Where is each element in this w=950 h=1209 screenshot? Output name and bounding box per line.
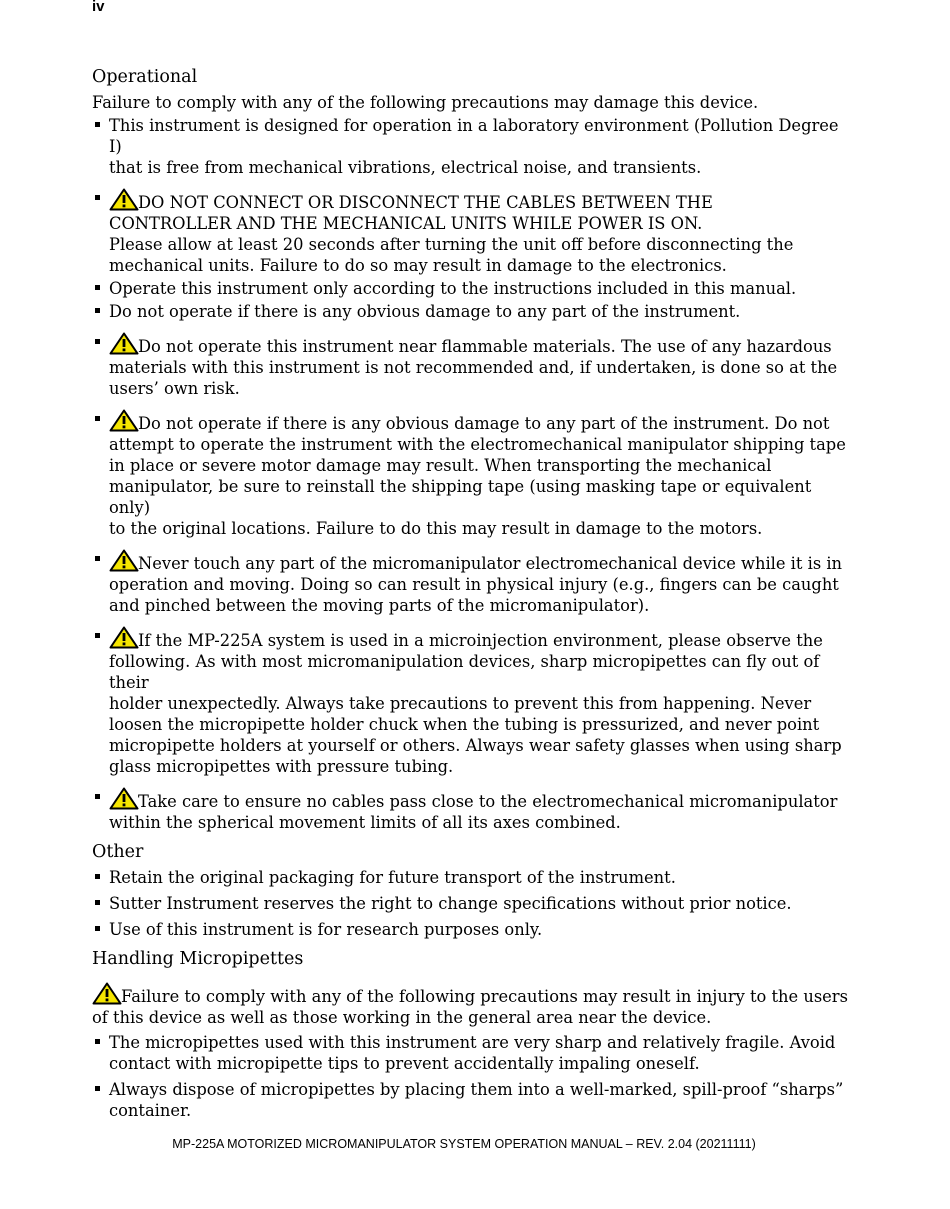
text-line: container. bbox=[109, 1101, 192, 1120]
text-line: Failure to comply with any of the following precautions may result in injury to the users bbox=[92, 982, 852, 1007]
text-line: Do not operate if there is any obvious damage to any part of the instrument. bbox=[109, 302, 741, 321]
text-line: If the MP-225A system is used in a microinjection environment, please observe the bbox=[109, 626, 852, 651]
page-number: iv bbox=[92, 0, 105, 15]
operational-list bbox=[92, 115, 852, 833]
list-item bbox=[92, 115, 852, 178]
text-line: The micropipettes used with this instrument are very sharp and relatively fragile. Avoid bbox=[109, 1033, 836, 1052]
list-item: Sutter Instrument reserves the right to change specifications without prior notice. bbox=[92, 893, 852, 914]
text-line: Take care to ensure no cables pass close to the electromechanical micromanipulator bbox=[109, 787, 852, 812]
handling-intro bbox=[92, 982, 852, 1028]
text-line: within the spherical movement limits of all its axes combined. bbox=[109, 813, 621, 832]
list-item bbox=[92, 278, 852, 299]
text-line: to the original locations. Failure to do this may result in damage to the motors. bbox=[109, 519, 763, 538]
warning-triangle-icon bbox=[92, 982, 122, 1005]
text-line: users’ own risk. bbox=[109, 379, 240, 398]
warning-list-item bbox=[92, 787, 852, 833]
warning-list-item bbox=[92, 188, 852, 276]
text-line: holder unexpectedly. Always take precautions to prevent this from happening. Never bbox=[109, 694, 812, 713]
other-list bbox=[92, 867, 852, 940]
warning-triangle-icon bbox=[109, 188, 139, 211]
list-item: Use of this instrument is for research purposes only. bbox=[92, 919, 852, 940]
text-line: Do not operate this instrument near flammable materials. The use of any hazardous bbox=[109, 332, 852, 357]
caps-warning-line: DO NOT CONNECT OR DISCONNECT THE CABLES BETWEEN THE bbox=[109, 188, 852, 213]
warning-list-item bbox=[92, 409, 852, 539]
text-line: and pinched between the moving parts of the micromanipulator). bbox=[109, 596, 650, 615]
text-line: operation and moving. Doing so can result in physical injury (e.g., fingers can be caught bbox=[109, 575, 839, 594]
page-footer: MP-225A MOTORIZED MICROMANIPULATOR SYSTEM OPERATION MANUAL – REV. 2.04 (20211111) bbox=[172, 1137, 756, 1151]
text-line: Always dispose of micropipettes by placing them into a well-marked, spill-proof “sharps” bbox=[109, 1080, 844, 1099]
other-heading: Other bbox=[92, 842, 144, 862]
text-line: attempt to operate the instrument with the electromechanical manipulator shipping tape bbox=[109, 435, 846, 454]
warning-triangle-icon bbox=[109, 787, 139, 810]
warning-triangle-icon bbox=[109, 409, 139, 432]
text-line: Do not operate if there is any obvious damage to any part of the instrument. Do not bbox=[109, 409, 852, 434]
text-line: contact with micropipette tips to prevent accidentally impaling oneself. bbox=[109, 1054, 700, 1073]
list-item bbox=[92, 1079, 852, 1121]
document-body bbox=[92, 66, 852, 1126]
text-line: Operate this instrument only according to the instructions included in this manual. bbox=[109, 279, 797, 298]
operational-intro: Failure to comply with any of the following precautions may damage this device. bbox=[92, 93, 759, 112]
text-line: glass micropipettes with pressure tubing. bbox=[109, 757, 454, 776]
warning-triangle-icon bbox=[109, 626, 139, 649]
text-line: in place or severe motor damage may result. When transporting the mechanical bbox=[109, 456, 772, 475]
operational-heading: Operational bbox=[92, 67, 198, 87]
list-item bbox=[92, 1032, 852, 1074]
text-line: loosen the micropipette holder chuck when the tubing is pressurized, and never point bbox=[109, 715, 820, 734]
text-line: This instrument is designed for operation in a laboratory environment (Pollution Degree I) bbox=[109, 116, 839, 156]
text-line: mechanical units. Failure to do so may result in damage to the electronics. bbox=[109, 256, 727, 275]
warning-triangle-icon bbox=[109, 332, 139, 355]
text-line: manipulator, be sure to reinstall the shipping tape (using masking tape or equivalent only) bbox=[109, 477, 812, 517]
text-line: following. As with most micromanipulation devices, sharp micropipettes can fly out of their bbox=[109, 652, 820, 692]
text-line: Please allow at least 20 seconds after turning the unit off before disconnecting the bbox=[109, 235, 794, 254]
text-line: that is free from mechanical vibrations, electrical noise, and transients. bbox=[109, 158, 702, 177]
text-line: materials with this instrument is not recommended and, if undertaken, is done so at the bbox=[109, 358, 838, 377]
text-line: of this device as well as those working in the general area near the device. bbox=[92, 1008, 712, 1027]
warning-list-item bbox=[92, 332, 852, 399]
text-line: micropipette holders at yourself or others. Always wear safety glasses when using sharp bbox=[109, 736, 842, 755]
handling-heading: Handling Micropipettes bbox=[92, 949, 304, 969]
text-line: Never touch any part of the micromanipulator electromechanical device while it is in bbox=[109, 549, 852, 574]
handling-list bbox=[92, 1032, 852, 1121]
list-item bbox=[92, 301, 852, 322]
list-item: Retain the original packaging for future transport of the instrument. bbox=[92, 867, 852, 888]
warning-list-item bbox=[92, 549, 852, 616]
warning-list-item bbox=[92, 626, 852, 777]
warning-triangle-icon bbox=[109, 549, 139, 572]
caps-warning-line: CONTROLLER AND THE MECHANICAL UNITS WHILE POWER IS ON. bbox=[109, 214, 703, 233]
